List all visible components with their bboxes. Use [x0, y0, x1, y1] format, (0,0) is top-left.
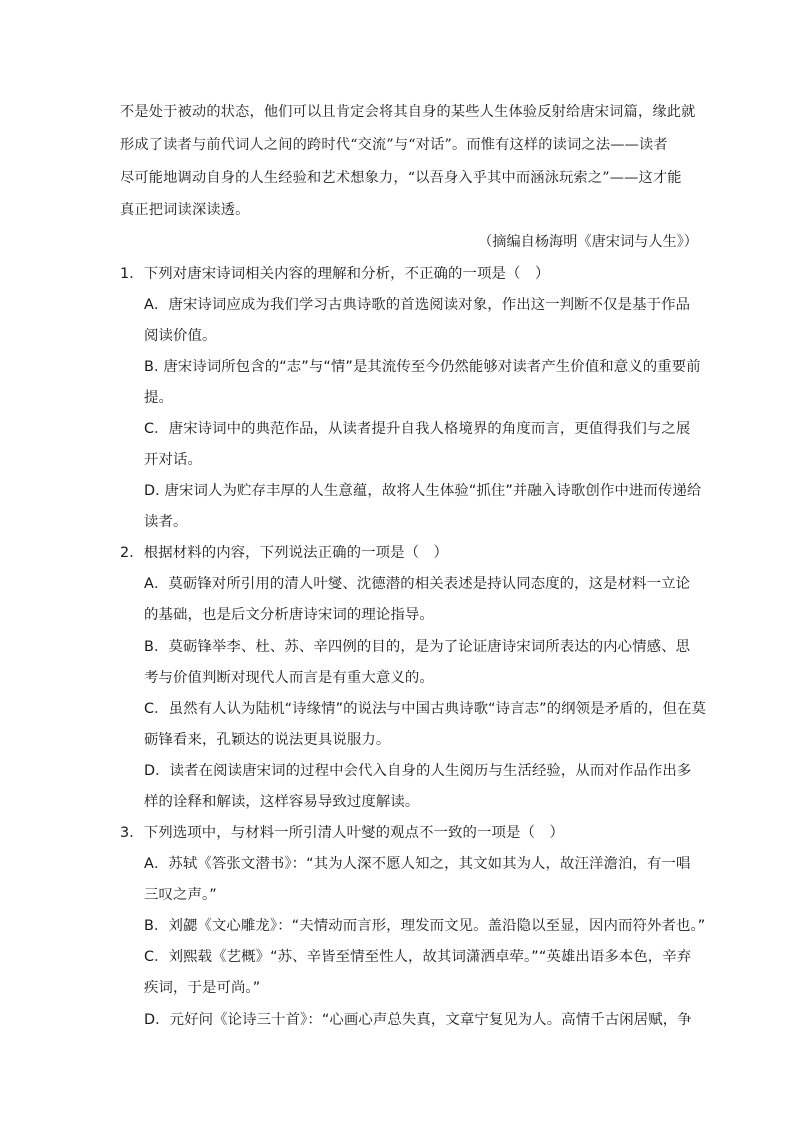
q3-option-c: C．刘熙载《艺概》“苏、辛皆至情至性人，故其词潇洒卓荦。”“英雄出语多本色，辛弃 — [144, 949, 692, 965]
passage-line-4: 真正把词读深读透。 — [120, 202, 250, 218]
question-3-stem: 3．下列选项中，与材料一所引清人叶燮的观点不一致的一项是（ ） — [120, 825, 564, 841]
q2-option-b-cont: 考与价值判断对现代人而言是有重大意义的。 — [144, 670, 434, 686]
passage-line-2: 形成了读者与前代词人之间的跨时代“交流”与“对话”。而惟有这样的读词之法——读者 — [120, 137, 668, 153]
q1-option-c: C．唐宋诗词中的典范作品，从读者提升自我人格境界的角度而言，更值得我们与之展 — [144, 421, 691, 437]
q1-option-d: D. 唐宋词人为贮存丰厚的人生意蕴，故将人生体验“抓住”并融入诗歌创作中进而传递给 — [144, 483, 702, 499]
q3-option-b: B．刘勰《文心雕龙》：“夫情动而言形，理发而文见。盖沿隐以至显，因内而符外者也。” — [144, 918, 706, 934]
passage-line-3: 尽可能地调动自身的人生经验和艺术想象力，“以吾身入乎其中而涵泳玩索之”——这才能 — [120, 170, 682, 186]
question-1-stem: 1．下列对唐宋诗词相关内容的理解和分析，不正确的一项是（ ） — [120, 266, 550, 282]
q2-option-b: B．莫砺锋举李、杜、苏、辛四例的目的，是为了论证唐诗宋词所表达的内心情感、思 — [144, 639, 691, 655]
q1-option-d-cont: 读者。 — [144, 514, 188, 530]
q3-option-c-cont: 疾词，于是可尚。” — [144, 980, 261, 996]
q2-option-a-cont: 的基础，也是后文分析唐诗宋词的理论指导。 — [144, 607, 434, 623]
q2-option-c: C．虽然有人认为陆机“诗缘情”的说法与中国古典诗歌“诗言志”的纲领是矛盾的，但在莫 — [144, 701, 707, 717]
question-2-stem: 2．根据材料的内容，下列说法正确的一项是（ ） — [120, 545, 449, 561]
q2-option-d-cont: 样的诠释和解读，这样容易导致过度解读。 — [144, 794, 420, 810]
q3-option-a: A．苏轼《答张文潜书》：“其为人深不愿人知之，其文如其为人，故汪洋澹泊，有一唱 — [144, 856, 691, 872]
q1-option-b-cont: 提。 — [144, 390, 173, 406]
passage-line-1: 不是处于被动的状态，他们可以且肯定会将其自身的某些人生体验反射给唐宋词篇，缘此就 — [120, 104, 696, 120]
q1-option-b: B. 唐宋诗词所包含的“志”与“情”是其流传至今仍然能够对读者产生价值和意义的重要前 — [144, 359, 701, 375]
q1-option-a: A．唐宋诗词应成为我们学习古典诗歌的首选阅读对象，作出这一判断不仅是基于作品 — [144, 297, 691, 313]
q3-option-d: D．元好问《论诗三十首》：“心画心声总失真，文章宁复见为人。高情千古闲居赋，争 — [144, 1012, 692, 1028]
q1-option-c-cont: 开对话。 — [144, 452, 202, 468]
q2-option-a: A．莫砺锋对所引用的清人叶燮、沈德潜的相关表述是持认同态度的，这是材料一立论 — [144, 576, 691, 592]
passage-source: （摘编自杨海明《唐宋词与人生》） — [478, 234, 698, 250]
q2-option-d: D．读者在阅读唐宋词的过程中会代入自身的人生阅历与生活经验，从而对作品作出多 — [144, 763, 692, 779]
q3-option-a-cont: 三叹之声。” — [144, 887, 217, 903]
q2-option-c-cont: 砺锋看来，孔颖达的说法更具说服力。 — [144, 732, 391, 748]
q1-option-a-cont: 阅读价值。 — [144, 328, 217, 344]
